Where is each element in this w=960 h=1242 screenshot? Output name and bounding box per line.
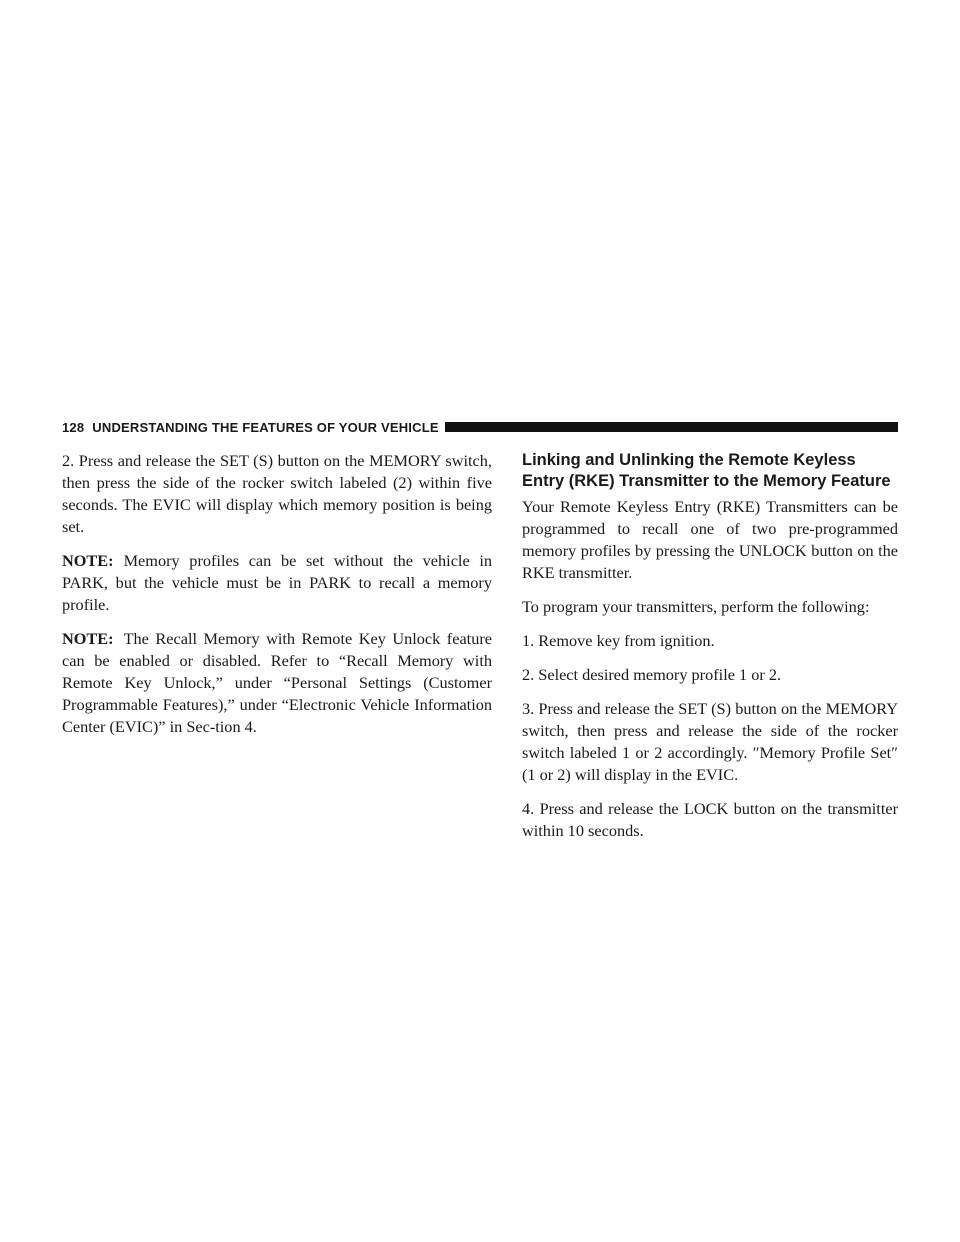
intro-paragraph: Your Remote Keyless Entry (RKE) Transmitters can be programmed to recall one of two pre-programmed memory profiles by pressing the UNLOCK button on the RKE transmitter. bbox=[522, 497, 898, 582]
step-2-paragraph: 2. Press and release the SET (S) button on the MEMORY switch, then press the side of the rocker switch labeled (2) within five seconds. The EVIC will display which memory position is being set. bbox=[62, 451, 492, 536]
note-recall-memory bbox=[62, 628, 492, 738]
note-text: The Recall Memory with Remote Key Unlock feature can be enabled or disabled. Refer to “Recall Memory with Remote Key Unlock,” under “Personal Settings (Customer Programmable Features),” under “Electronic Vehicle Information Center (EVIC)” in Sec-tion 4. bbox=[62, 629, 492, 736]
note-memory-profiles bbox=[62, 550, 492, 616]
left-column bbox=[62, 450, 492, 750]
page-header bbox=[62, 418, 898, 436]
step-3: 3. Press and release the SET (S) button on the MEMORY switch, then press and release the side of the rocker switch labeled 1 or 2 accordingly. ″Memory Profile Set″ (1 or 2) will display in the EVIC. bbox=[522, 699, 898, 784]
note-label: NOTE: bbox=[62, 629, 114, 648]
step-4: 4. Press and release the LOCK button on the transmitter within 10 seconds. bbox=[522, 799, 898, 840]
step-2: 2. Select desired memory profile 1 or 2. bbox=[522, 665, 782, 684]
section-heading: Linking and Unlinking the Remote Keyless Entry (RKE) Transmitter to the Memory Feature bbox=[522, 451, 891, 490]
page-number: 128 bbox=[62, 419, 85, 435]
step-1: 1. Remove key from ignition. bbox=[522, 631, 715, 650]
header-rule bbox=[445, 422, 898, 432]
instructions-lead: To program your transmitters, perform the following: bbox=[522, 597, 870, 616]
note-label: NOTE: bbox=[62, 551, 114, 570]
note-text: Memory profiles can be set without the vehicle in PARK, but the vehicle must be in PARK to recall a memory profile. bbox=[62, 551, 492, 614]
right-column bbox=[522, 450, 898, 854]
section-title: UNDERSTANDING THE FEATURES OF YOUR VEHICLE bbox=[92, 419, 439, 435]
